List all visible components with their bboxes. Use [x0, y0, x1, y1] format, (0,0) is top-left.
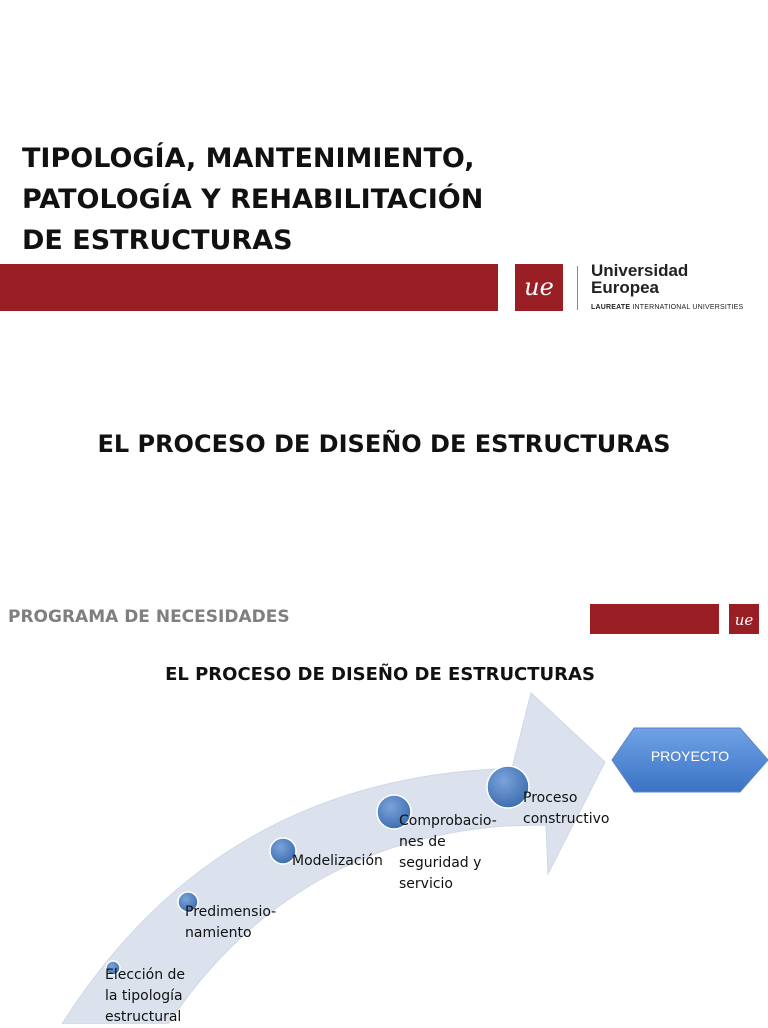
step-label-3: Modelización [292, 853, 383, 869]
slide-red-band [590, 604, 719, 634]
step-label-5: Proceso constructivo [523, 790, 610, 827]
logo-mark-text: ue [524, 273, 554, 301]
header-red-band [0, 264, 498, 311]
slide-logo-mark-text: ue [734, 611, 754, 629]
university-name [591, 262, 688, 296]
document-title [22, 138, 492, 261]
step-label-4: Comprobacio- nes de seguridad y servicio [399, 813, 497, 892]
university-tagline [591, 304, 743, 311]
main-heading: EL PROCESO DE DISEÑO DE ESTRUCTURAS [97, 430, 671, 458]
ue-small-logo-icon [729, 604, 759, 634]
ue-logo-icon [515, 264, 563, 311]
title-line-1: TIPOLOGÍA, MANTENIMIENTO, [22, 143, 475, 174]
project-label: PROYECTO [650, 748, 730, 764]
tagline-rest: INTERNATIONAL UNIVERSITIES [632, 304, 744, 311]
slide-logo-mark [729, 604, 759, 634]
section-title: PROGRAMA DE NECESIDADES [8, 607, 290, 627]
step-label-1: Elección de la tipología estructural [105, 967, 186, 1025]
university-logo-mark [515, 264, 563, 311]
logo-divider [577, 266, 578, 310]
tagline-bold: LAUREATE [591, 304, 631, 311]
diagram-title: EL PROCESO DE DISEÑO DE ESTRUCTURAS [165, 664, 595, 685]
title-line-2: PATOLOGÍA Y REHABILITACIÓN [22, 184, 484, 215]
university-name-line-2: Europea [591, 278, 660, 297]
university-name-line-1: Universidad [591, 261, 689, 280]
title-line-3: DE ESTRUCTURAS [22, 225, 293, 256]
step-label-2: Predimensio- namiento [185, 904, 277, 941]
